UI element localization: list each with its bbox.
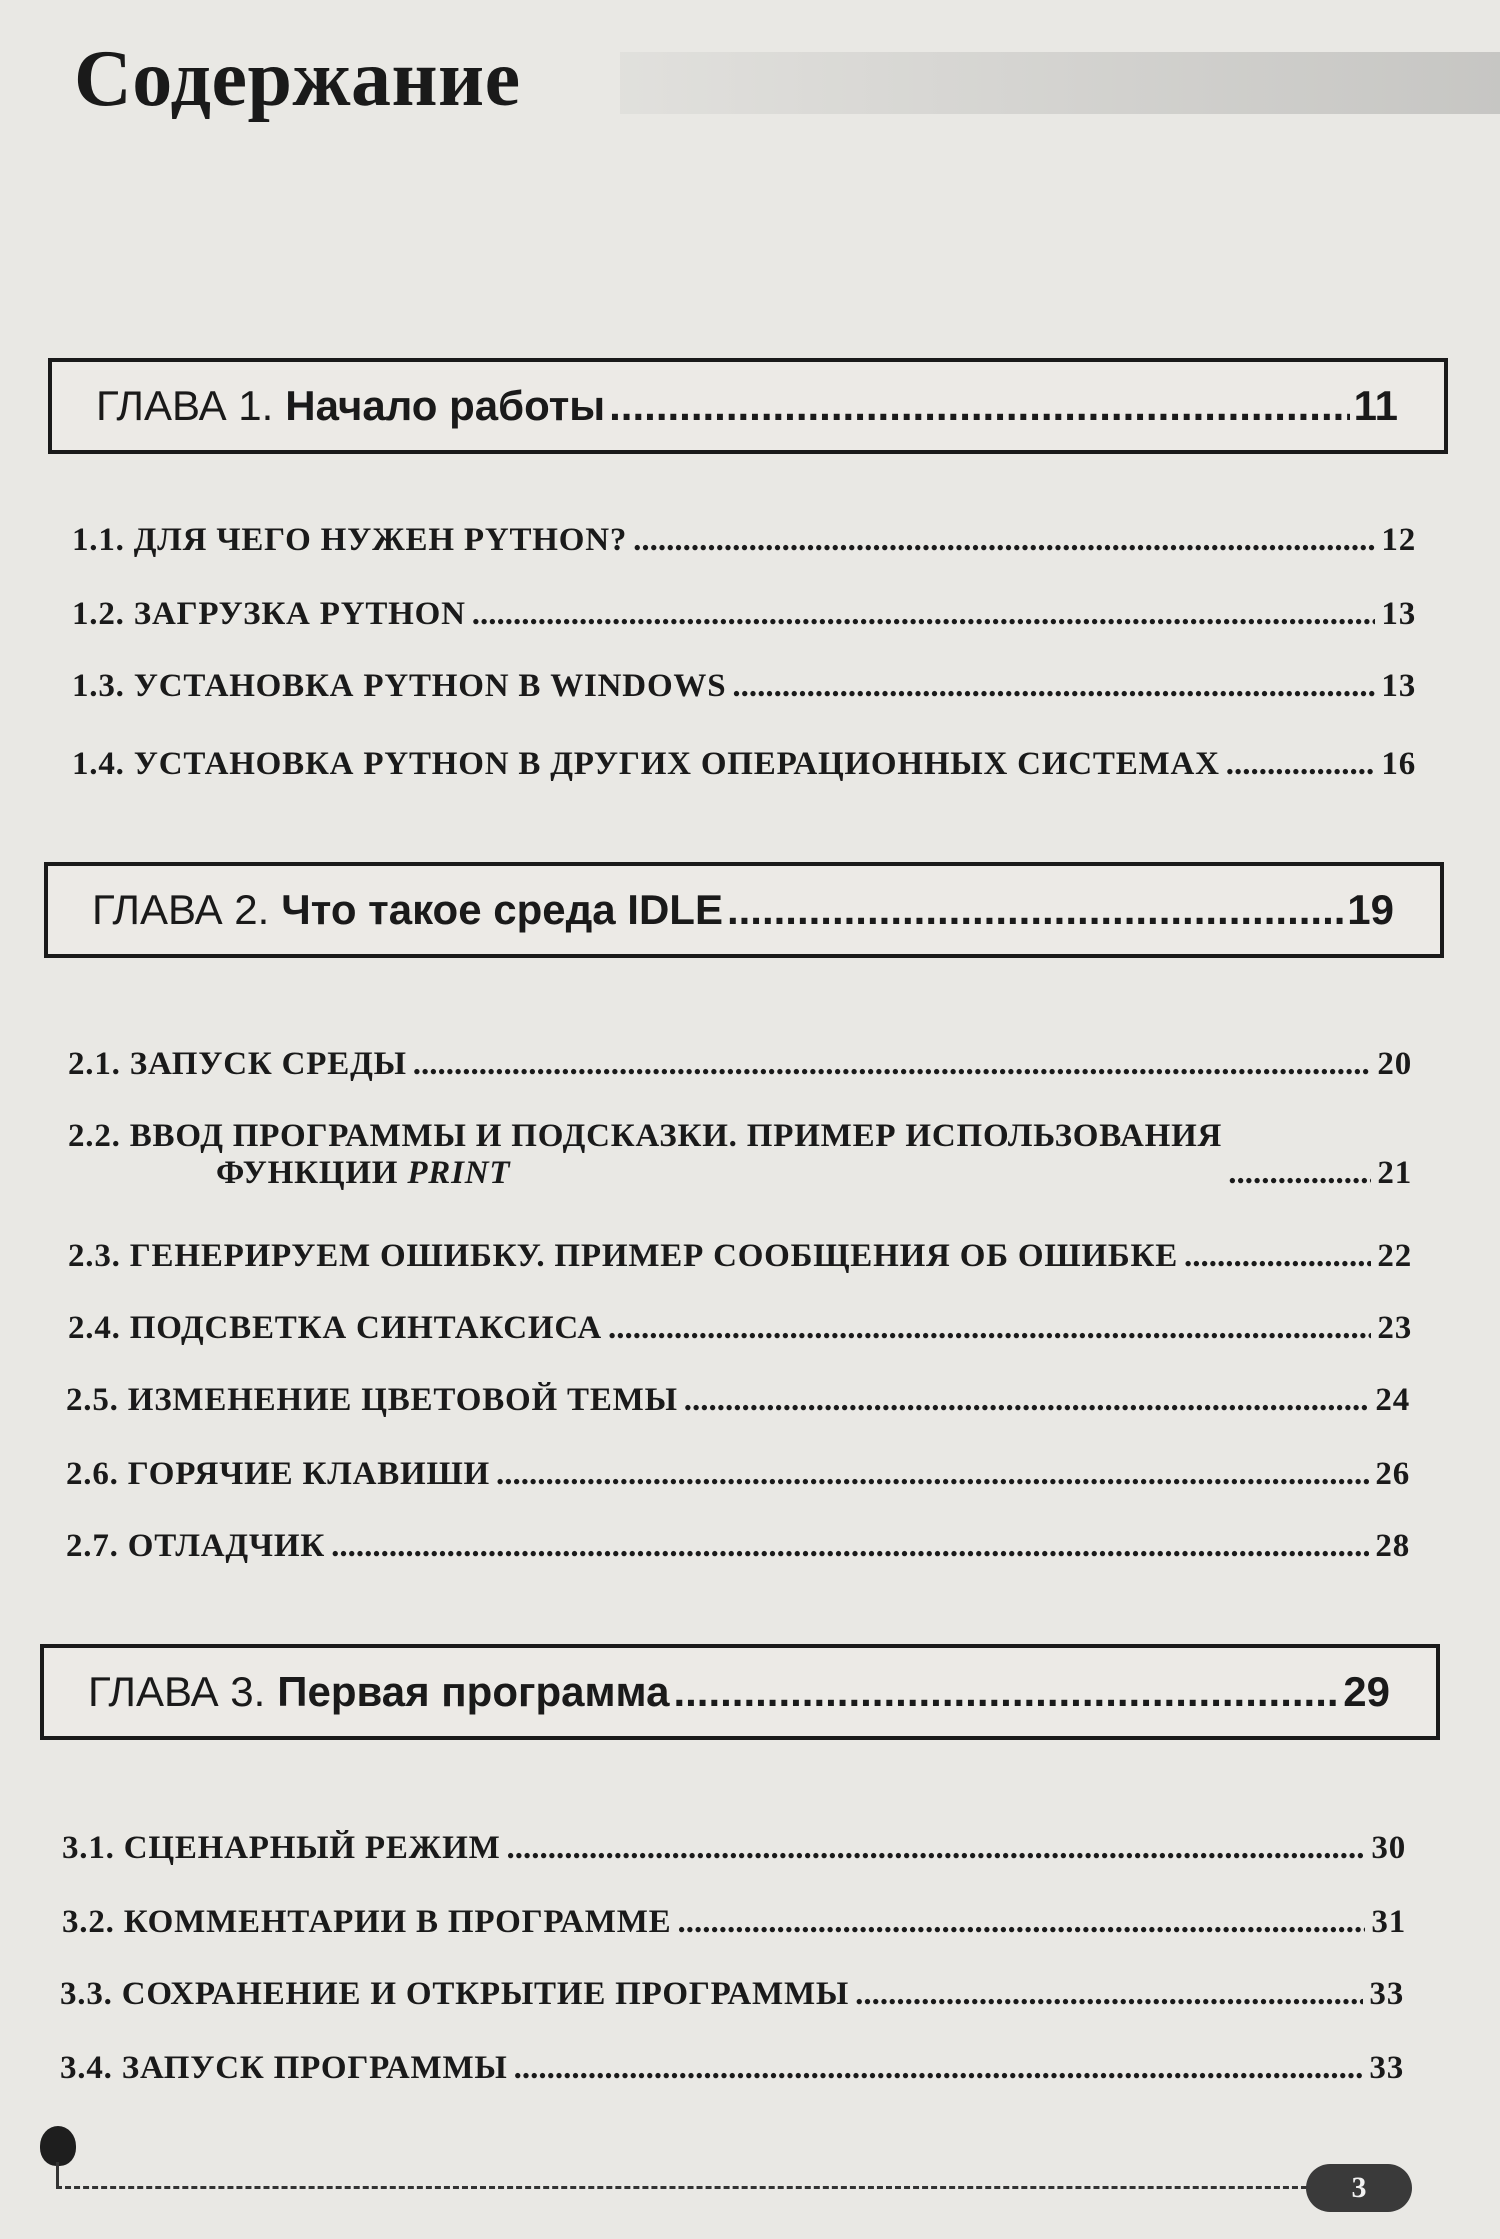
dot-leader [1228,1155,1371,1192]
entry-page-number: 13 [1381,668,1416,704]
entry-page-number: 33 [1369,2050,1404,2086]
dot-leader [732,668,1375,705]
entry-title: 2.5. ИЗМЕНЕНИЕ ЦВЕТОВОЙ ТЕМЫ [66,1382,678,1418]
entry-title: 1.3. УСТАНОВКА PYTHON В WINDOWS [72,668,727,704]
dot-leader [496,1456,1369,1493]
entry-title: 2.1. ЗАПУСК СРЕДЫ [68,1046,407,1082]
dot-leader [677,1904,1365,1941]
entry-title: 3.1. СЦЕНАРНЫЙ РЕЖИМ [62,1830,501,1866]
entry-title: 2.3. ГЕНЕРИРУЕМ ОШИБКУ. ПРИМЕР СООБЩЕНИЯ ОБ ОШИБКЕ [68,1238,1179,1274]
entry-page-number: 20 [1377,1046,1412,1082]
chapter-number: ГЛАВА 3. [88,1668,266,1715]
entry-title: 1.4. УСТАНОВКА PYTHON В ДРУГИХ ОПЕРАЦИОННЫХ СИСТЕМАХ [72,746,1220,782]
page-title: Содержание [74,35,521,123]
dot-leader [673,1668,1339,1716]
entry-page-number: 13 [1381,596,1416,632]
entry-page-number: 16 [1381,746,1416,782]
entry-title: 3.2. КОММЕНТАРИИ В ПРОГРАММЕ [62,1904,672,1940]
chapter-title: Первая программа [277,1668,670,1715]
toc-entry-3-4[interactable] [60,2050,1404,2087]
chapter-1-heading[interactable] [48,358,1448,454]
entry-page-number: 26 [1375,1456,1410,1492]
entry-page-number: 21 [1377,1155,1412,1191]
entry-title: 2.4. ПОДСВЕТКА СИНТАКСИСА [68,1310,603,1346]
chapter-page-number: 11 [1353,382,1398,429]
title-background-shade [620,52,1500,114]
toc-entry-2-4[interactable] [68,1310,1412,1347]
entry-page-number: 28 [1375,1528,1410,1564]
entry-page-number: 24 [1375,1382,1410,1418]
dot-leader [1226,746,1376,783]
chapter-page-number: 29 [1343,1668,1390,1715]
toc-entry-3-3[interactable] [60,1976,1404,2013]
entry-title-line2 [68,1155,1222,1192]
chapter-number: ГЛАВА 1. [96,382,274,429]
dot-leader [609,382,1349,430]
toc-entry-2-7[interactable] [66,1528,1410,1565]
toc-entry-2-3[interactable] [68,1238,1412,1275]
entry-title: 3.3. СОХРАНЕНИЕ И ОТКРЫТИЕ ПРОГРАММЫ [60,1976,850,2012]
dot-leader [507,1830,1366,1867]
entry-title: 2.7. ОТЛАДЧИК [66,1528,326,1564]
dot-leader [1184,1238,1371,1275]
entry-title-line2-text: ФУНКЦИИ [216,1155,408,1191]
toc-entry-2-2[interactable] [68,1118,1412,1192]
dot-leader [331,1528,1369,1565]
entry-title: 1.2. ЗАГРУЗКА PYTHON [72,596,466,632]
entry-page-number: 30 [1371,1830,1406,1866]
entry-title-line1: 2.2. ВВОД ПРОГРАММЫ И ПОДСКАЗКИ. ПРИМЕР ИСПОЛЬЗОВАНИЯ [68,1118,1223,1154]
entry-title: 2.6. ГОРЯЧИЕ КЛАВИШИ [66,1456,491,1492]
toc-entry-2-6[interactable] [66,1456,1410,1493]
footer-dashed-divider [56,2186,1316,2189]
toc-entry-2-5[interactable] [66,1382,1410,1419]
entry-page-number: 23 [1377,1310,1412,1346]
toc-entry-1-3[interactable] [72,668,1416,705]
entry-title: 1.1. ДЛЯ ЧЕГО НУЖЕН PYTHON? [72,522,628,558]
chapter-title: Что такое среда IDLE [281,886,723,933]
chapter-3-heading[interactable] [40,1644,1440,1740]
chapter-title: Начало работы [285,382,606,429]
toc-entry-1-4[interactable] [72,746,1416,783]
chapter-page-number: 19 [1347,886,1394,933]
footer-bullet-icon [40,2126,76,2166]
chapter-number: ГЛАВА 2. [92,886,270,933]
toc-entry-2-1[interactable] [68,1046,1412,1083]
entry-title [68,1118,1222,1192]
dot-leader [633,522,1375,559]
entry-page-number: 33 [1369,1976,1404,2012]
dot-leader [608,1310,1371,1347]
footer-stem [56,2162,59,2188]
toc-entry-3-1[interactable] [62,1830,1406,1867]
dot-leader [684,1382,1370,1419]
entry-page-number: 12 [1381,522,1416,558]
dot-leader [727,886,1343,934]
entry-title-line2-italic: PRINT [407,1155,511,1191]
chapter-2-heading[interactable] [44,862,1444,958]
dot-leader [413,1046,1372,1083]
dot-leader [514,2050,1364,2087]
page-number-badge: 3 [1306,2164,1412,2212]
entry-title: 3.4. ЗАПУСК ПРОГРАММЫ [60,2050,508,2086]
entry-page-number: 22 [1377,1238,1412,1274]
entry-page-number: 31 [1371,1904,1406,1940]
toc-entry-1-2[interactable] [72,596,1416,633]
toc-entry-1-1[interactable] [72,522,1416,559]
dot-leader [472,596,1376,633]
dot-leader [855,1976,1363,2013]
toc-entry-3-2[interactable] [62,1904,1406,1941]
